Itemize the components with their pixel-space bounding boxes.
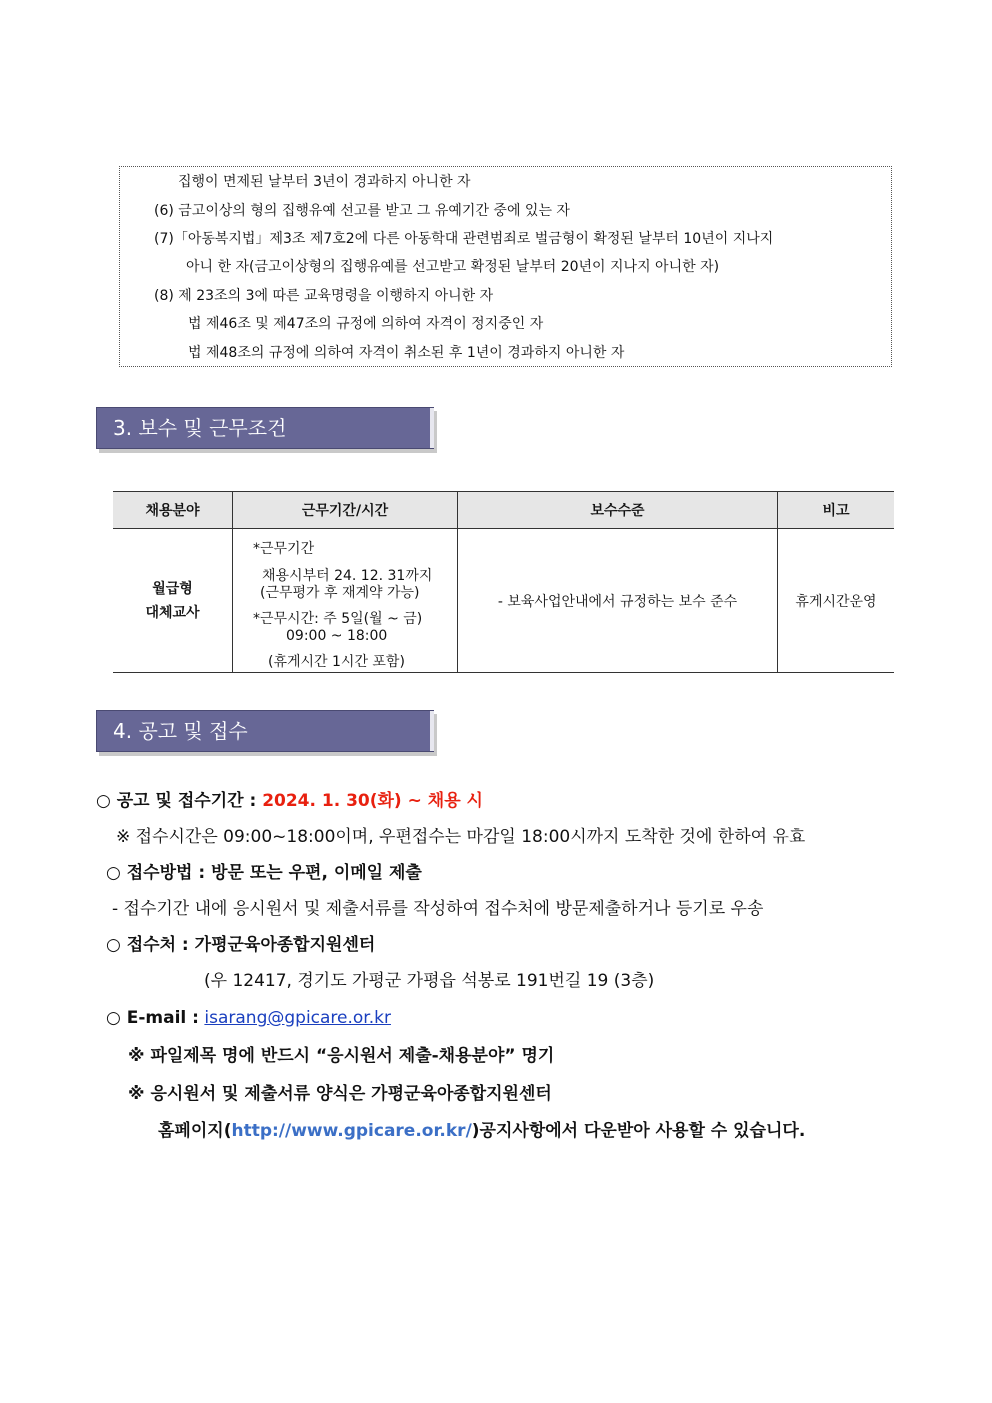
- section-4-title: 4. 공고 및 접수: [113, 719, 248, 743]
- col-header-note: 비고: [778, 492, 895, 529]
- period-row: [96, 790, 483, 812]
- period-line: (근무평가 후 재계약 가능): [260, 585, 420, 601]
- field-line: 월급형: [152, 580, 193, 597]
- cell-field: [113, 529, 233, 673]
- homepage-link[interactable]: http://www.gpicare.or.kr/: [231, 1121, 472, 1141]
- box-line: (6) 금고이상의 형의 집행유예 선고를 받고 그 유예기간 중에 있는 자: [154, 203, 570, 219]
- place-address: (우 12417, 경기도 가평군 가평읍 석봉로 191번길 19 (3층): [204, 971, 655, 991]
- table-header-row: [113, 492, 894, 529]
- form-note-prefix: 홈페이지(: [158, 1121, 232, 1141]
- section-4-header: [96, 710, 434, 752]
- period-line: *근무시간: 주 5일(월 ~ 금): [253, 611, 423, 627]
- period-line: (휴게시간 1시간 포함): [268, 654, 405, 670]
- form-note-2: [158, 1120, 805, 1142]
- email-label: ○ E-mail :: [106, 1008, 199, 1028]
- box-line: 법 제48조의 규정에 의하여 자격이 취소된 후 1년이 경과하지 아니한 자: [188, 345, 625, 361]
- col-header-period: 근무기간/시간: [233, 492, 458, 529]
- place-label: ○ 접수처 : 가평군육아종합지원센터: [106, 935, 376, 955]
- cell-pay: - 보육사업안내에서 규정하는 보수 준수: [458, 529, 778, 673]
- box-line: 아니 한 자(금고이상형의 집행유예를 선고받고 확정된 날부터 20년이 지나지 아니한 자): [186, 259, 720, 275]
- form-note-1: ※ 응시원서 및 제출서류 양식은 가평군육아종합지원센터: [128, 1084, 552, 1104]
- period-line: *근무기간: [253, 541, 315, 557]
- time-note: ※ 접수시간은 09:00~18:00이며, 우편접수는 마감일 18:00시까지 도착한 것에 한하여 유효: [116, 827, 806, 847]
- form-note-suffix: )공지사항에서 다운받아 사용할 수 있습니다.: [471, 1121, 806, 1141]
- file-note: ※ 파일제목 명에 반드시 “응시원서 제출-채용분야” 명기: [128, 1046, 555, 1066]
- cell-period: [233, 529, 458, 673]
- section-3-header: [96, 407, 434, 449]
- email-row: [106, 1007, 391, 1029]
- box-line: (8) 제 23조의 3에 따른 교육명령을 이행하지 아니한 자: [154, 288, 494, 304]
- col-header-pay: 보수수준: [458, 492, 778, 529]
- method-label: ○ 접수방법 : 방문 또는 우편, 이메일 제출: [106, 863, 422, 883]
- section-3-title: 3. 보수 및 근무조건: [113, 416, 287, 440]
- header-edge: [430, 408, 434, 448]
- cell-note: 휴게시간운영: [778, 529, 895, 673]
- box-line: 법 제46조 및 제47조의 규정에 의하여 자격이 정지중인 자: [188, 316, 544, 332]
- box-line: 집행이 면제된 날부터 3년이 경과하지 아니한 자: [178, 174, 471, 190]
- email-link[interactable]: isarang@gpicare.or.kr: [204, 1008, 391, 1028]
- field-line: 대체교사: [145, 604, 200, 621]
- box-line: (7)「아동복지법」제3조 제7호2에 다른 아동학대 관련범죄로 벌금형이 확정된 날부터 10년이 지나지: [154, 231, 774, 247]
- period-label: ○ 공고 및 접수기간 :: [96, 791, 257, 811]
- disqualification-box: [119, 166, 892, 367]
- period-line: 채용시부터 24. 12. 31까지: [262, 568, 433, 584]
- header-edge: [430, 711, 434, 751]
- pay-table: [113, 491, 894, 673]
- table-row: [113, 529, 894, 673]
- method-detail: - 접수기간 내에 응시원서 및 제출서류를 작성하여 접수처에 방문제출하거나 등기로 우송: [112, 899, 764, 919]
- period-value: 2024. 1. 30(화) ~ 채용 시: [262, 791, 483, 811]
- col-header-field: 채용분야: [113, 492, 233, 529]
- period-line: 09:00 ~ 18:00: [286, 628, 388, 644]
